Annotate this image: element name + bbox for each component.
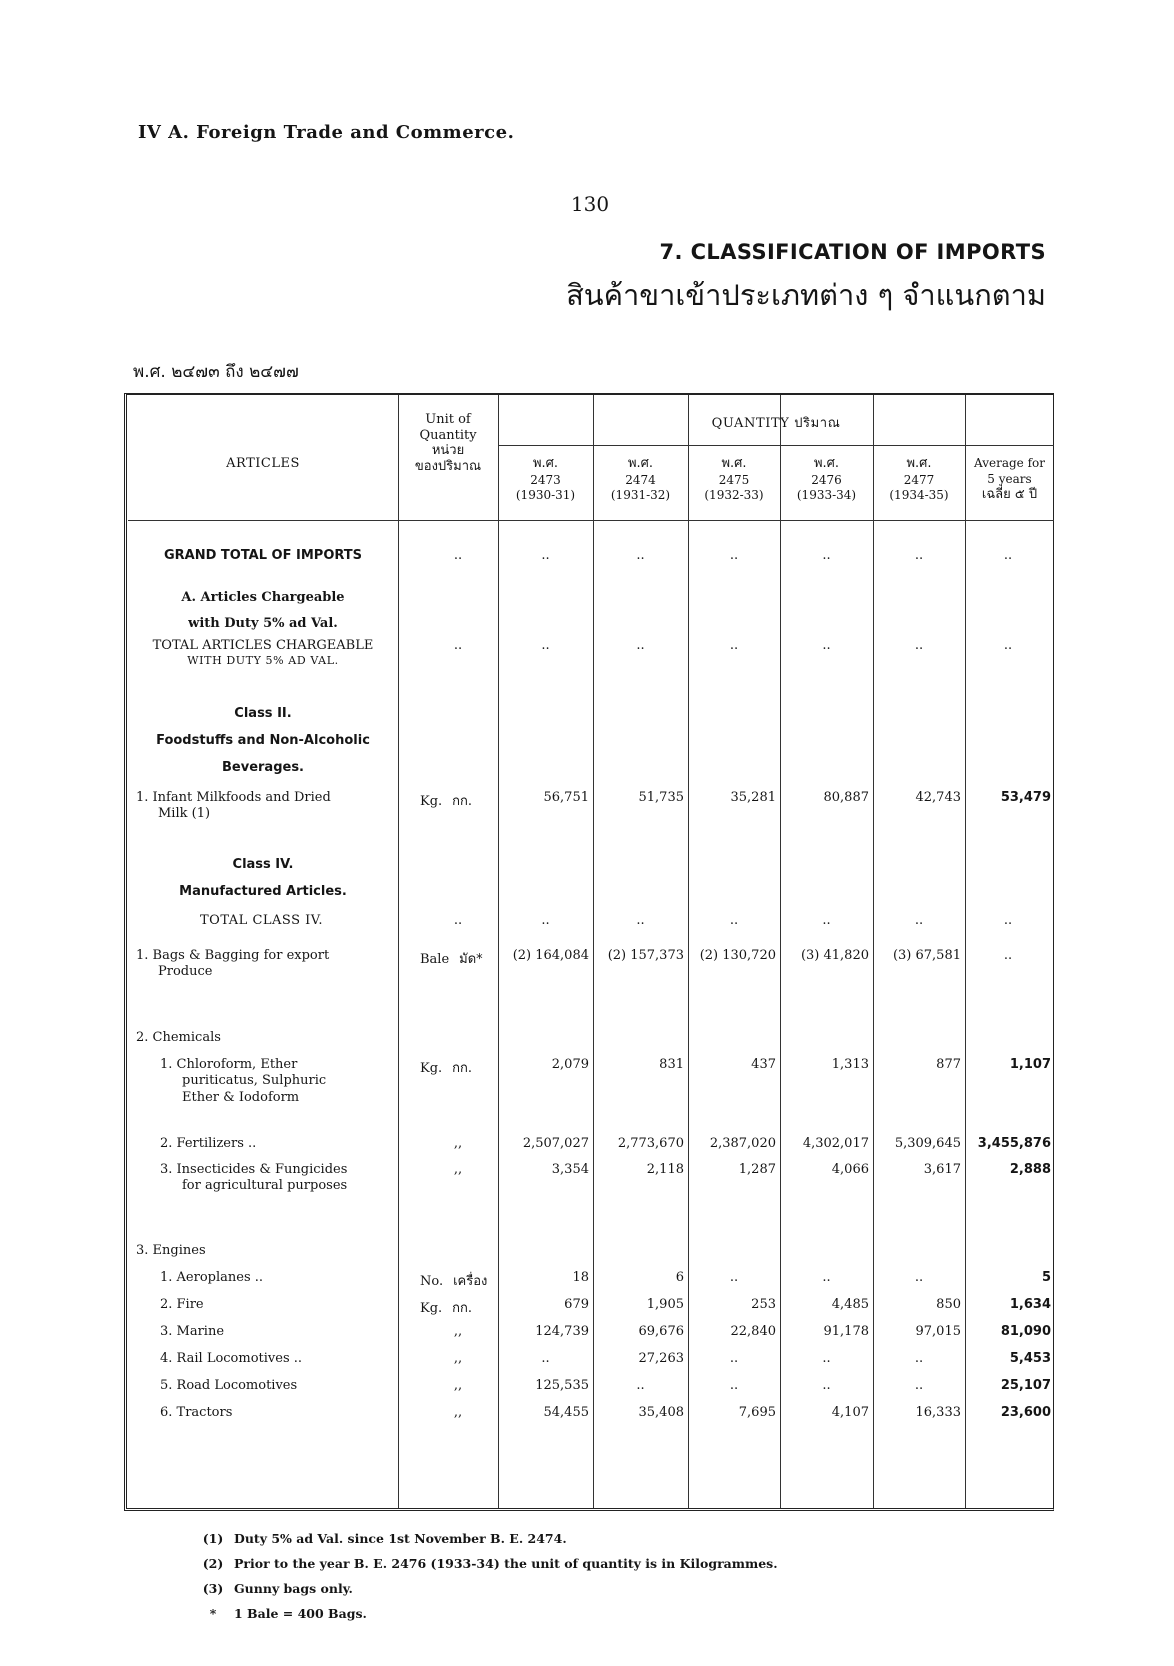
- quantity-header-english: QUANTITY: [711, 416, 790, 431]
- year-header-year: 2477: [903, 472, 935, 487]
- average-cell: ..: [1003, 548, 1013, 563]
- quantity-cell: ..: [822, 548, 831, 563]
- unit-column-header: [398, 412, 498, 474]
- unit-value: ,,: [453, 1405, 463, 1420]
- unit-cell: [410, 1136, 506, 1151]
- row-label: [128, 700, 398, 781]
- unit-value-thai: เครื่อง: [453, 1274, 488, 1289]
- row-label-line: 5. Road Locomotives: [160, 1378, 298, 1393]
- row-label: [128, 548, 398, 564]
- unit-value-thai: มัด*: [459, 952, 483, 967]
- quantity-cell: ..: [636, 913, 645, 928]
- unit-cell: [410, 1162, 506, 1177]
- average-column-header: [965, 456, 1054, 504]
- average-cell: 1,107: [1009, 1057, 1051, 1072]
- quantity-cell: 22,840: [730, 1324, 776, 1339]
- period-thai: พ.ศ. ๒๔๗๓ ถึง ๒๔๗๗: [133, 362, 299, 382]
- quantity-cell: 42,743: [915, 790, 961, 805]
- quantity-cell: (2) 164,084: [512, 948, 589, 963]
- unit-cell: [410, 548, 506, 563]
- quantity-cell: 2,118: [646, 1162, 684, 1177]
- row-label-line: TOTAL CLASS IV.: [200, 913, 324, 928]
- quantity-cell: ..: [822, 638, 831, 653]
- average-cell: ..: [1003, 948, 1013, 963]
- section-heading: IV A. Foreign Trade and Commerce.: [138, 122, 515, 143]
- year-header-year: 2473: [530, 472, 561, 487]
- unit-cell: [410, 913, 506, 928]
- table-title-english: 7. CLASSIFICATION OF IMPORTS: [659, 240, 1046, 264]
- unit-cell: [410, 1405, 506, 1420]
- row-label-line: Beverages.: [222, 760, 304, 775]
- quantity-cell: 253: [751, 1297, 776, 1312]
- quantity-cell: 35,281: [730, 790, 776, 805]
- row-label: [160, 1351, 396, 1367]
- quantity-cell: 124,739: [535, 1324, 589, 1339]
- quantity-cell: 3,354: [551, 1162, 589, 1177]
- row-label-line: Milk (1): [158, 806, 211, 822]
- average-cell: ..: [1003, 638, 1013, 653]
- unit-cell: [410, 1378, 506, 1393]
- footnote-mark: *: [209, 1606, 217, 1621]
- quantity-cell: 2,079: [551, 1057, 589, 1072]
- row-label: [160, 1405, 396, 1421]
- year-header-ad: (1930-31): [515, 488, 576, 503]
- row-label: [160, 1378, 396, 1394]
- quantity-cell: ..: [729, 913, 739, 928]
- quantity-cell: ..: [914, 1270, 924, 1285]
- quantity-cell: (3) 67,581: [892, 948, 961, 963]
- quantity-cell: ..: [729, 1351, 739, 1366]
- footnotes: [200, 1531, 778, 1631]
- footnote-mark: (3): [202, 1581, 224, 1596]
- quantity-cell: 3,617: [923, 1162, 961, 1177]
- row-label-line: 1. Aeroplanes ..: [160, 1270, 264, 1285]
- unit-value: ,,: [453, 1136, 463, 1151]
- quantity-header-rule: [498, 445, 1054, 446]
- quantity-cell: 18: [572, 1270, 589, 1285]
- quantity-cell: 679: [564, 1297, 589, 1312]
- quantity-cell: 4,066: [831, 1162, 869, 1177]
- unit-value: ..: [453, 638, 463, 653]
- unit-value: Bale: [420, 952, 450, 967]
- quantity-cell: ..: [822, 1351, 831, 1366]
- average-header-line: 5 years: [987, 471, 1032, 486]
- row-label-line: Produce: [158, 964, 213, 980]
- average-cell: 2,888: [1009, 1162, 1051, 1177]
- quantity-cell: 7,695: [738, 1405, 776, 1420]
- quantity-cell: ..: [729, 1270, 739, 1285]
- unit-value: ..: [453, 548, 463, 563]
- unit-cell: [410, 1324, 506, 1339]
- year-header-be: พ.ศ.: [906, 456, 932, 471]
- year-header-year: 2475: [718, 472, 750, 487]
- row-label-line: 1. Bags & Bagging for export: [136, 948, 330, 963]
- row-label-line: 1. Chloroform, Ether: [160, 1057, 298, 1072]
- quantity-cell: 5,309,645: [894, 1136, 961, 1151]
- quantity-cell: 1,905: [646, 1297, 684, 1312]
- average-cell: 5,453: [1009, 1351, 1051, 1366]
- row-label-line: 3. Engines: [136, 1243, 206, 1258]
- row-label-line: Manufactured Articles.: [179, 884, 347, 899]
- unit-value: Kg.: [420, 1301, 443, 1316]
- row-label-line: 2. Chemicals: [136, 1030, 221, 1045]
- quantity-cell: 850: [936, 1297, 961, 1312]
- quantity-cell: ..: [636, 638, 645, 653]
- quantity-cell: 2,507,027: [522, 1136, 589, 1151]
- row-label: [200, 913, 396, 929]
- year-column-header: [688, 456, 780, 504]
- quantity-cell: ..: [541, 638, 550, 653]
- unit-value-thai: กก.: [452, 794, 473, 809]
- articles-column-header: ARTICLES: [226, 456, 300, 471]
- quantity-cell: ..: [636, 1378, 645, 1393]
- row-label: [128, 585, 398, 637]
- quantity-cell: 4,302,017: [802, 1136, 869, 1151]
- footnote: [200, 1606, 778, 1631]
- unit-value-thai: กก.: [452, 1061, 473, 1076]
- row-label: [160, 1297, 396, 1313]
- average-cell: 3,455,876: [977, 1136, 1051, 1151]
- row-label-line: 3. Insecticides & Fungicides: [160, 1162, 348, 1177]
- year-header-be: พ.ศ.: [721, 456, 747, 471]
- quantity-cell: 51,735: [638, 790, 684, 805]
- column-divider: [398, 395, 399, 1508]
- quantity-cell: 6: [675, 1270, 684, 1285]
- quantity-cell: 125,535: [535, 1378, 589, 1393]
- footnote: [200, 1556, 778, 1581]
- row-label-line: 4. Rail Locomotives ..: [160, 1351, 303, 1366]
- quantity-cell: 831: [659, 1057, 684, 1072]
- quantity-cell: ..: [541, 913, 550, 928]
- average-cell: 1,634: [1009, 1297, 1051, 1312]
- quantity-cell: ..: [914, 1378, 924, 1393]
- quantity-cell: 80,887: [823, 790, 869, 805]
- footnote-text: Gunny bags only.: [234, 1581, 353, 1596]
- year-header-ad: (1932-33): [704, 488, 764, 503]
- quantity-cell: 91,178: [823, 1324, 869, 1339]
- quantity-cell: ..: [914, 913, 924, 928]
- quantity-cell: 877: [936, 1057, 961, 1072]
- footnote: [200, 1531, 778, 1556]
- row-label-line: Class II.: [234, 706, 292, 721]
- year-header-be: พ.ศ.: [627, 456, 654, 471]
- unit-cell: [410, 1351, 506, 1366]
- row-label-line: for agricultural purposes: [182, 1178, 348, 1194]
- row-label-line: TOTAL ARTICLES CHARGEABLE: [152, 638, 374, 653]
- year-column-header: [873, 456, 965, 504]
- row-label: [136, 948, 396, 981]
- row-label-line: puriticatus, Sulphuric: [182, 1073, 327, 1089]
- quantity-cell: (2) 130,720: [699, 948, 776, 963]
- row-label: [136, 1243, 396, 1259]
- quantity-cell: ..: [914, 548, 924, 563]
- page-number: 130: [570, 192, 610, 216]
- footnote-mark: (2): [202, 1556, 224, 1571]
- unit-value: ,,: [453, 1162, 463, 1177]
- quantity-cell: ..: [822, 1378, 831, 1393]
- year-column-header: [593, 456, 688, 504]
- quantity-cell: 69,676: [638, 1324, 684, 1339]
- quantity-cell: ..: [729, 638, 739, 653]
- quantity-cell: 56,751: [543, 790, 589, 805]
- row-label-line: 2. Fertilizers ..: [160, 1136, 257, 1151]
- row-label: [128, 638, 398, 668]
- unit-header-line: Unit of: [425, 412, 471, 427]
- quantity-cell: 54,455: [543, 1405, 589, 1420]
- row-label-line: 2. Fire: [160, 1297, 204, 1312]
- year-header-be: พ.ศ.: [813, 456, 840, 471]
- header-bottom-rule: [128, 520, 1054, 521]
- row-label: [160, 1162, 396, 1195]
- average-header-thai: เฉลี่ย ๕ ปี: [981, 487, 1038, 503]
- quantity-header-thai: ปริมาณ: [794, 416, 841, 431]
- unit-value: Kg.: [420, 1061, 443, 1076]
- unit-value: ..: [453, 913, 463, 928]
- year-header-year: 2476: [811, 472, 842, 487]
- year-header-be: พ.ศ.: [532, 456, 559, 471]
- unit-header-line: Quantity: [419, 427, 477, 443]
- unit-value-thai: กก.: [452, 1301, 473, 1316]
- footnote-text: 1 Bale = 400 Bags.: [234, 1606, 367, 1621]
- row-label-line: Foodstuffs and Non-Alcoholic: [156, 733, 370, 748]
- row-label-line: GRAND TOTAL OF IMPORTS: [163, 548, 363, 563]
- quantity-column-header: [498, 416, 1054, 432]
- average-cell: 5: [1041, 1270, 1051, 1285]
- footnote: [200, 1581, 778, 1606]
- row-label-line: Ether & Iodoform: [182, 1089, 300, 1105]
- quantity-cell: ..: [914, 638, 924, 653]
- row-label: [136, 1030, 396, 1046]
- quantity-cell: ..: [822, 913, 831, 928]
- unit-value: ,,: [453, 1378, 463, 1393]
- row-label: [160, 1057, 396, 1106]
- quantity-cell: 2,387,020: [709, 1136, 776, 1151]
- year-header-year: 2474: [625, 472, 656, 487]
- quantity-cell: 4,107: [831, 1405, 869, 1420]
- table-title-thai: สินค้าขาเข้าประเภทต่าง ๆ จำแนกตาม: [566, 278, 1046, 312]
- row-label-line: Class IV.: [232, 857, 294, 872]
- quantity-cell: 437: [751, 1057, 776, 1072]
- footnote-mark: (1): [202, 1531, 224, 1546]
- year-header-ad: (1931-32): [610, 488, 671, 503]
- unit-value: No.: [420, 1274, 444, 1289]
- row-label-line: with Duty 5% ad Val.: [188, 616, 338, 631]
- unit-header-thai: ของปริมาณ: [414, 458, 482, 474]
- unit-value: Kg.: [420, 794, 443, 809]
- quantity-cell: 4,485: [831, 1297, 869, 1312]
- average-cell: 25,107: [1000, 1378, 1051, 1393]
- quantity-cell: 27,263: [638, 1351, 684, 1366]
- row-label: [160, 1270, 396, 1286]
- footnote-text: Prior to the year B. E. 2476 (1933-34) the unit of quantity is in Kilogrammes.: [234, 1556, 778, 1571]
- year-column-header: [498, 456, 593, 504]
- quantity-cell: ..: [636, 548, 645, 563]
- quantity-cell: ..: [822, 1270, 831, 1285]
- year-header-ad: (1934-35): [889, 488, 949, 503]
- quantity-cell: ..: [541, 548, 550, 563]
- average-cell: 81,090: [1000, 1324, 1051, 1339]
- quantity-cell: (3) 41,820: [800, 948, 869, 963]
- unit-header-thai: หน่วย: [431, 443, 465, 459]
- quantity-cell: 16,333: [915, 1405, 961, 1420]
- quantity-cell: 35,408: [638, 1405, 684, 1420]
- row-label-line: A. Articles Chargeable: [181, 590, 345, 605]
- quantity-cell: ..: [914, 1351, 924, 1366]
- row-label-line: 6. Tractors: [160, 1405, 233, 1420]
- quantity-cell: 1,287: [738, 1162, 776, 1177]
- row-label: [136, 790, 396, 823]
- quantity-cell: (2) 157,373: [607, 948, 684, 963]
- quantity-cell: ..: [729, 1378, 739, 1393]
- year-header-ad: (1933-34): [796, 488, 857, 503]
- average-cell: ..: [1003, 913, 1013, 928]
- row-label: [160, 1324, 396, 1340]
- quantity-cell: 97,015: [915, 1324, 961, 1339]
- average-cell: 23,600: [1000, 1405, 1051, 1420]
- average-cell: 53,479: [1000, 790, 1051, 805]
- quantity-cell: ..: [541, 1351, 550, 1366]
- quantity-cell: 1,313: [831, 1057, 869, 1072]
- row-label: [128, 851, 398, 905]
- quantity-cell: 2,773,670: [617, 1136, 684, 1151]
- footnote-text: Duty 5% ad Val. since 1st November B. E. 2474.: [234, 1531, 567, 1546]
- average-header-line: Average for: [974, 456, 1045, 470]
- row-label-line: WITH DUTY 5% AD VAL.: [187, 654, 339, 668]
- unit-value: ,,: [453, 1324, 463, 1339]
- unit-value: ,,: [453, 1351, 463, 1366]
- year-column-header: [780, 456, 873, 504]
- quantity-cell: ..: [729, 548, 739, 563]
- row-label-line: 3. Marine: [160, 1324, 225, 1339]
- unit-cell: [410, 638, 506, 653]
- row-label: [160, 1136, 396, 1152]
- row-label-line: 1. Infant Milkfoods and Dried: [136, 790, 331, 805]
